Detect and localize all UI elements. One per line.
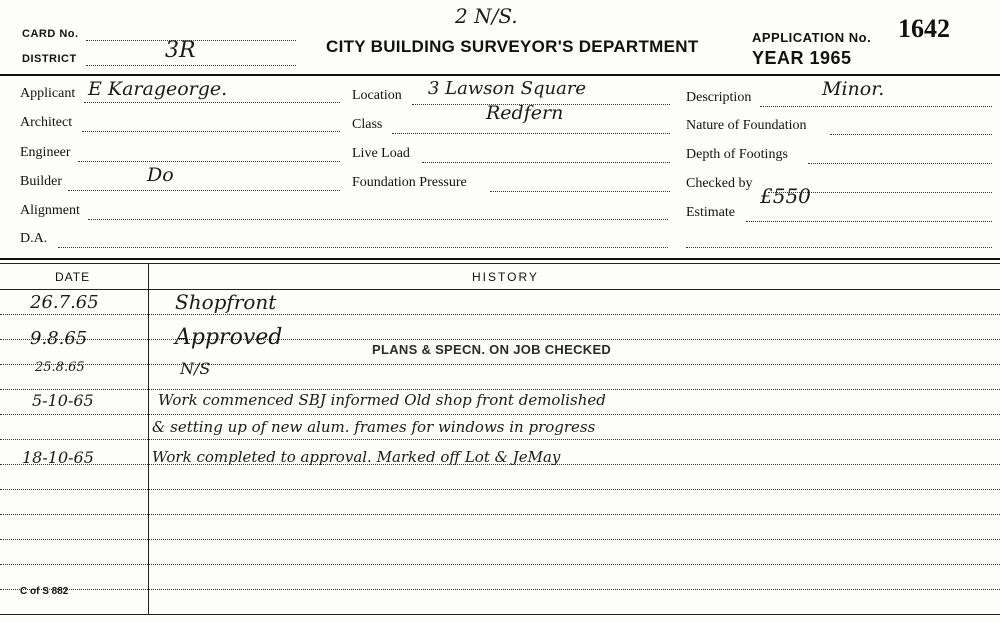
ruled-line [0, 439, 1000, 440]
application-label: APPLICATION No. [752, 30, 872, 45]
district-label: DISTRICT [22, 53, 77, 65]
class-line [392, 133, 670, 134]
history-date: 9.8.65 [30, 328, 88, 349]
class-value: Redfern [486, 102, 564, 124]
applicant-line [84, 102, 340, 103]
applicant-value: E Karageorge. [88, 78, 228, 100]
ruled-line [0, 564, 1000, 565]
foundation-pressure-line [490, 191, 670, 192]
engineer-label: Engineer [20, 145, 71, 160]
ruled-line [0, 389, 1000, 390]
ruled-line [0, 514, 1000, 515]
ruled-line [0, 539, 1000, 540]
applicant-label: Applicant [20, 86, 76, 101]
plans-checked-stamp: PLANS & SPECN. ON JOB CHECKED [372, 342, 612, 357]
history-date: 26.7.65 [30, 292, 99, 313]
history-entry: N/S [180, 359, 211, 378]
builder-label: Builder [20, 174, 62, 189]
live-load-line [422, 162, 670, 163]
district-value: 3R [165, 38, 196, 63]
builder-value: Do [147, 164, 174, 186]
history-entry: Approved [175, 325, 283, 350]
history-top-rule [0, 258, 1000, 260]
description-line [760, 106, 992, 107]
alignment-label: Alignment [20, 203, 80, 218]
nature-of-foundation-line [830, 134, 992, 135]
architect-label: Architect [20, 115, 73, 130]
header-rule [0, 74, 1000, 76]
history-entry: & setting up of new alum. frames for windows in progress [152, 418, 596, 436]
description-label: Description [686, 90, 752, 105]
history-top-rule-2 [0, 263, 1000, 264]
location-value: 3 Lawson Square [428, 78, 587, 99]
foundation-pressure-label: Foundation Pressure [352, 175, 467, 190]
estimate-line [746, 221, 992, 222]
builder-line [68, 190, 340, 191]
location-label: Location [352, 88, 402, 103]
class-label: Class [352, 117, 383, 132]
application-number: 1642 [898, 14, 950, 43]
estimate-label: Estimate [686, 205, 735, 220]
ruled-line [0, 364, 1000, 365]
card-no-label: CARD No. [22, 28, 79, 40]
header-bottom-rule [0, 289, 1000, 290]
history-entry: Shopfront [175, 290, 277, 314]
checked-by-label: Checked by [686, 176, 753, 191]
live-load-label: Live Load [352, 146, 410, 161]
bottom-rule [0, 614, 1000, 615]
architect-line [82, 131, 340, 132]
ruled-line [0, 414, 1000, 415]
ruled-line [0, 589, 1000, 590]
department-title: CITY BUILDING SURVEYOR'S DEPARTMENT [326, 37, 699, 56]
ruled-line [0, 489, 1000, 490]
top-note: 2 N/S. [455, 4, 518, 28]
da-label: D.A. [20, 231, 48, 246]
district-line [86, 65, 296, 66]
estimate-value: £550 [760, 184, 811, 208]
da-line [58, 247, 668, 248]
history-date: 25.8.65 [35, 360, 85, 375]
depth-of-footings-label: Depth of Footings [686, 147, 788, 162]
description-value: Minor. [822, 78, 885, 100]
nature-of-foundation-label: Nature of Foundation [686, 118, 807, 133]
date-column-header: DATE [55, 270, 91, 284]
year-label: YEAR 1965 [752, 48, 852, 68]
ruled-line [0, 339, 1000, 340]
blank-line-right [686, 247, 992, 248]
history-date: 18-10-65 [22, 448, 94, 467]
history-date: 5-10-65 [32, 391, 94, 410]
engineer-line [78, 161, 340, 162]
form-code: C of S 882 [20, 586, 69, 597]
depth-of-footings-line [808, 163, 992, 164]
history-column-header: HISTORY [472, 270, 539, 284]
history-entry: Work completed to approval. Marked off Lot & JeMay [152, 448, 561, 466]
alignment-line [88, 219, 668, 220]
history-entry: Work commenced SBJ informed Old shop front demolished [158, 391, 606, 409]
ruled-line [0, 314, 1000, 315]
